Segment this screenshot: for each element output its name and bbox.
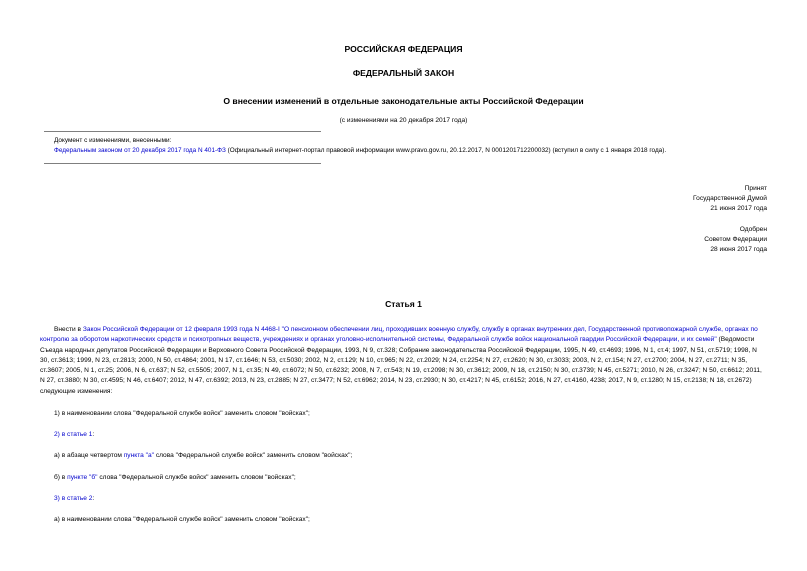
law-type-heading: ФЕДЕРАЛЬНЫЙ ЗАКОН [352,68,455,78]
item-2b-text-b: слова "Федеральной службе войск" заменить словом "войсках"; [97,474,296,481]
list-item-2a [54,452,352,459]
point-b-link[interactable]: пункте "б" [67,474,98,481]
article-2-link[interactable]: статье 2 [67,495,93,502]
intro-rest: (Ведомости Съезда народных депутатов Российской Федерации и Верховного Совета Российской Федерации, 1993, N 9, ст.328; Собрание законодательства Российской Федерации, 1995, N 49, ст.4693; 1996, N 1, ст.4; 1997, N 51, ст.5719; 1998, N 30, ст.3613; 1999, N 23, ст.2813; 2000, N 50, ст.4864; 2001, N 17, ст.1646; N 53, ст.5030; 2002, N 2, ст.129; N 10, ст.965; N 22, ст.2029; N 24, ст.2254; N 27, ст.2620; N 30, ст.3033; 2003, N 2, ст.154; N 27, ст.2700; 2004, N 27, ст.2711; N 35, ст.3607; 2005, N 1, ст.25; 2006, N 6, ст.637; N 52, ст.5505; 2007, N 1, ст.35; N 49, ст.6072; N 50, ст.6232; 2008, N 7, ст.543; N 19, ст.2098; N 30, ст.3612; 2009, N 18, ст.2150; N 30, ст.3739; N 45, ст.5271; 2010, N 26, ст.3247; N 50, ст.6612; 2011, N 27, ст.3880; N 30, ст.4595; N 46, ст.6407; 2012, N 47, ст.6392; 2013, N 23, ст.2885; N 27, ст.3477; N 52, ст.6962; 2014, N 23, ст.2930; N 30, ст.4217; N 45, ст.6152; 2016, N 27, ст.4160, 4238; 2017, N 9, ст.1280; N 15, ст.2138; N 18, ст.2672) следующие изменения: [40,336,762,395]
pension-law-link[interactable]: Закон Российской Федерации от 12 февраля 1993 года N 4468-I "О пенсионном обеспечении лиц, проходивших военную службу, службу в органах внутренних дел, Государственной противопожарной службе, органах по контролю за оборотом наркотических средств и психотропных веществ, учреждениях и органах уголовно-исполнительной системы, Федеральной службе войск национальной гвардии Российской Федерации, и их семей" [40,326,758,344]
approval-line-3: 28 июня 2017 года [710,246,767,253]
article-heading: Статья 1 [385,299,422,309]
intro-plain: Внести в [54,326,83,333]
point-a-link[interactable]: пункта "а" [123,452,154,459]
approval-line-2: Советом Федерации [704,236,767,243]
list-item-3a: а) в наименовании слова "Федеральной службе войск" заменить словом "войсках"; [54,516,310,523]
adoption-line-2: Государственной Думой [693,195,767,202]
adoption-block [693,184,767,214]
article-1-link[interactable]: статье 1 [67,431,93,438]
item-2a-text-b: слова "Федеральной службе войск" заменить словом "войсках"; [154,452,353,459]
approval-block [704,225,767,255]
approval-line-1: Одобрен [739,226,767,233]
item-2-colon: : [92,431,95,438]
country-heading: РОССИЙСКАЯ ФЕДЕРАЦИЯ [344,44,463,54]
article-intro-paragraph [40,325,767,397]
list-item-1: 1) в наименовании слова "Федеральной службе войск" заменить словом "войсках"; [54,410,310,417]
item-2a-text-a: а) в абзаце четвертом [54,452,124,459]
item-3-prefix[interactable]: 3) в [54,495,68,502]
list-item-2 [54,431,94,438]
change-note-body [54,146,774,156]
adoption-line-1: Принят [744,185,767,192]
change-note-intro: Документ с изменениями, внесенными: [54,137,172,144]
list-item-3 [54,495,94,502]
edition-note: (с изменениями на 20 декабря 2017 года) [339,117,468,124]
item-2-prefix[interactable]: 2) в [54,431,68,438]
document-title: О внесении изменений в отдельные законодательные акты Российской Федерации [223,96,584,106]
item-3-colon: : [92,495,95,502]
adoption-line-3: 21 июня 2017 года [710,205,767,212]
change-note [54,136,774,155]
item-2b-text-a: б) в [54,474,68,481]
divider-bottom [44,163,321,164]
amending-law-link[interactable]: Федеральным законом от 20 декабря 2017 года N 401-ФЗ [54,146,226,154]
divider-top [44,131,321,132]
list-item-2b [54,474,296,481]
change-note-rest: (Официальный интернет-портал правовой информации www.pravo.gov.ru, 20.12.2017, N 0001201712200032) (вступил в силу с 1 января 2018 года). [225,146,667,154]
